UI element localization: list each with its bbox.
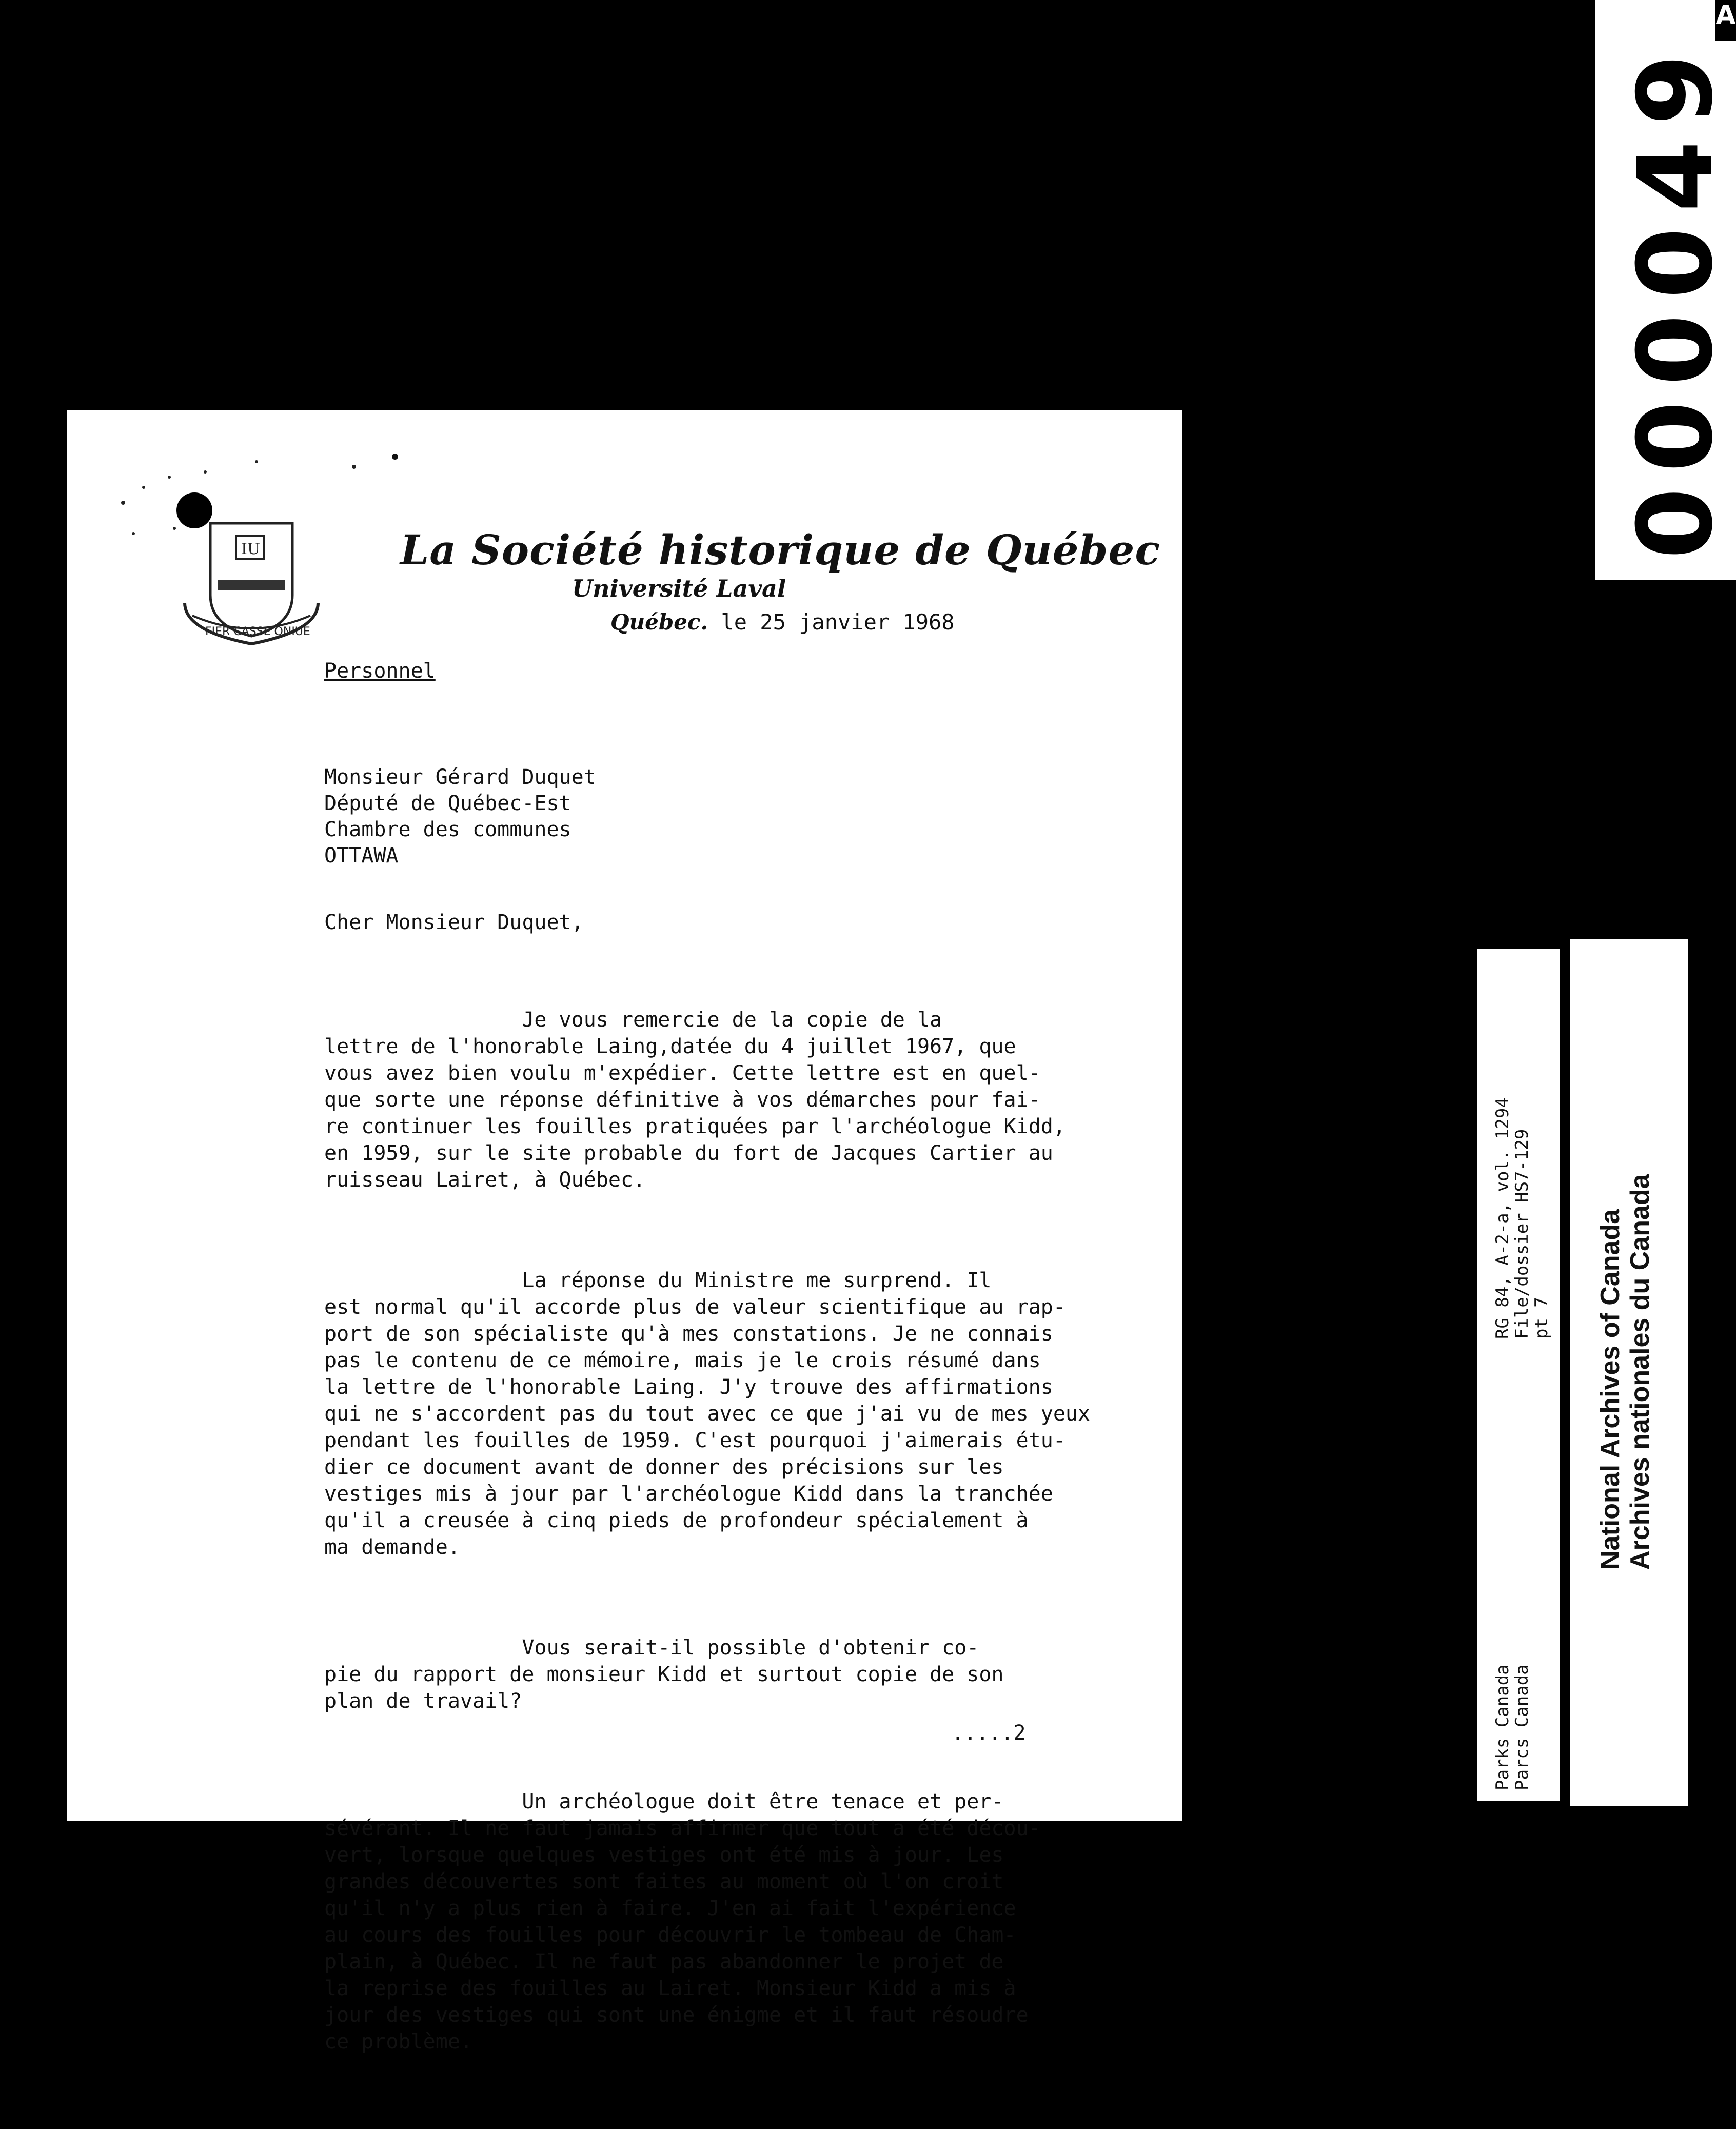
archives-label <box>1570 939 1688 1806</box>
personnel-heading: Personnel <box>324 659 436 683</box>
frame-number: 000049 <box>1616 38 1735 559</box>
paragraph: Vous serait-il possible d'obtenir co- pie du rapport de monsieur Kidd et surtout copie de son plan de travail? <box>324 1636 1004 1713</box>
page-continuation: .....2 <box>952 1721 1026 1745</box>
svg-text:IU: IU <box>241 540 261 558</box>
letterhead-university: Université Laval <box>572 575 786 602</box>
frame-suffix: A <box>1715 0 1736 41</box>
letter-page <box>67 410 1182 2054</box>
date-city: Québec. <box>610 609 708 635</box>
parks-label-en: Parks Canada <box>1492 1664 1513 1790</box>
paragraph: Un archéologue doit être tenace et per- sévérant. Il ne faut jamais affirmer que tout a été décou- vert, lorsque quelques vestiges ont été mis à jour. Les grandes découvertes sont faites au moment où l'on croit qu'il n'y a plus rien à faire. J'en ai fait l'expérience au cours des fouilles pour découvrir le tombeau de Cham- plain, à Québec. Il ne faut pas abandonner le projet de la reprise des fouilles au Lairet. Monsieur Kidd a mis à jour des vestiges qui sont une énigme et il faut résoudre ce problème. <box>324 1790 1041 2054</box>
address-line: OTTAWA <box>324 844 399 868</box>
parks-label-fr: Parcs Canada <box>1512 1664 1532 1790</box>
file-reference-line: RG 84, A-2-a, vol. 1294 <box>1492 1097 1513 1339</box>
recipient-address <box>324 764 596 869</box>
archives-name-fr: Archives nationales du Canada <box>1625 1174 1655 1570</box>
paragraph: La réponse du Ministre me surprend. Il est normal qu'il accorde plus de valeur scientifique au rap- port de son spécialiste qu'à mes constations. Je ne connais pas le contenu de ce mémoire, mais je le crois résumé dans la lettre de l'honorable Laing. J'y trouve des affirmations qui ne s'accordent pas du tout avec ce que j'ai vu de mes yeux pendant les fouilles de 1959. C'est pourquoi j'aimerais étu- dier ce document avant de donner des précisions sur les vestiges mis à jour par l'archéologue Kidd dans la tranchée qu'il a creusée à cinq pieds de profondeur spécialement à ma demande. <box>324 1269 1091 1559</box>
address-line: Monsieur Gérard Duquet <box>324 765 596 789</box>
date-line <box>610 609 955 635</box>
archives-name <box>1595 1174 1655 1570</box>
date-text: le 25 janvier 1968 <box>708 609 955 635</box>
letter-body <box>324 953 1090 2129</box>
address-line: Député de Québec-Est <box>324 792 571 815</box>
archives-name-en: National Archives of Canada <box>1595 1209 1625 1570</box>
society-crest-logo <box>174 513 328 652</box>
file-reference <box>1493 1097 1551 1339</box>
file-reference-line: File/dossier HS7-129 <box>1512 1129 1532 1339</box>
address-line: Chambre des communes <box>324 818 571 841</box>
file-reference-line: pt 7 <box>1531 1297 1552 1339</box>
parks-label <box>1493 1664 1532 1790</box>
frame-number-stamp <box>1595 0 1736 580</box>
letterhead-title: La Société historique de Québec <box>400 526 1161 574</box>
reference-label <box>1477 949 1560 1801</box>
paragraph: Je vous remercie de la copie de la lettre de l'honorable Laing,datée du 4 juillet 1967, que vous avez bien voulu m'expédier. Cette lettre est en quel- que sorte une réponse définitive à vos démarches pour fai- re continuer les fouilles pratiquées par l'archéologue Kidd, en 1959, sur le site probable du fort de Jacques Cartier au ruisseau Lairet, à Québec. <box>324 1008 1066 1192</box>
salutation: Cher Monsieur Duquet, <box>324 911 584 934</box>
svg-text:FIER CASSE ONIUE: FIER CASSE ONIUE <box>205 625 310 638</box>
